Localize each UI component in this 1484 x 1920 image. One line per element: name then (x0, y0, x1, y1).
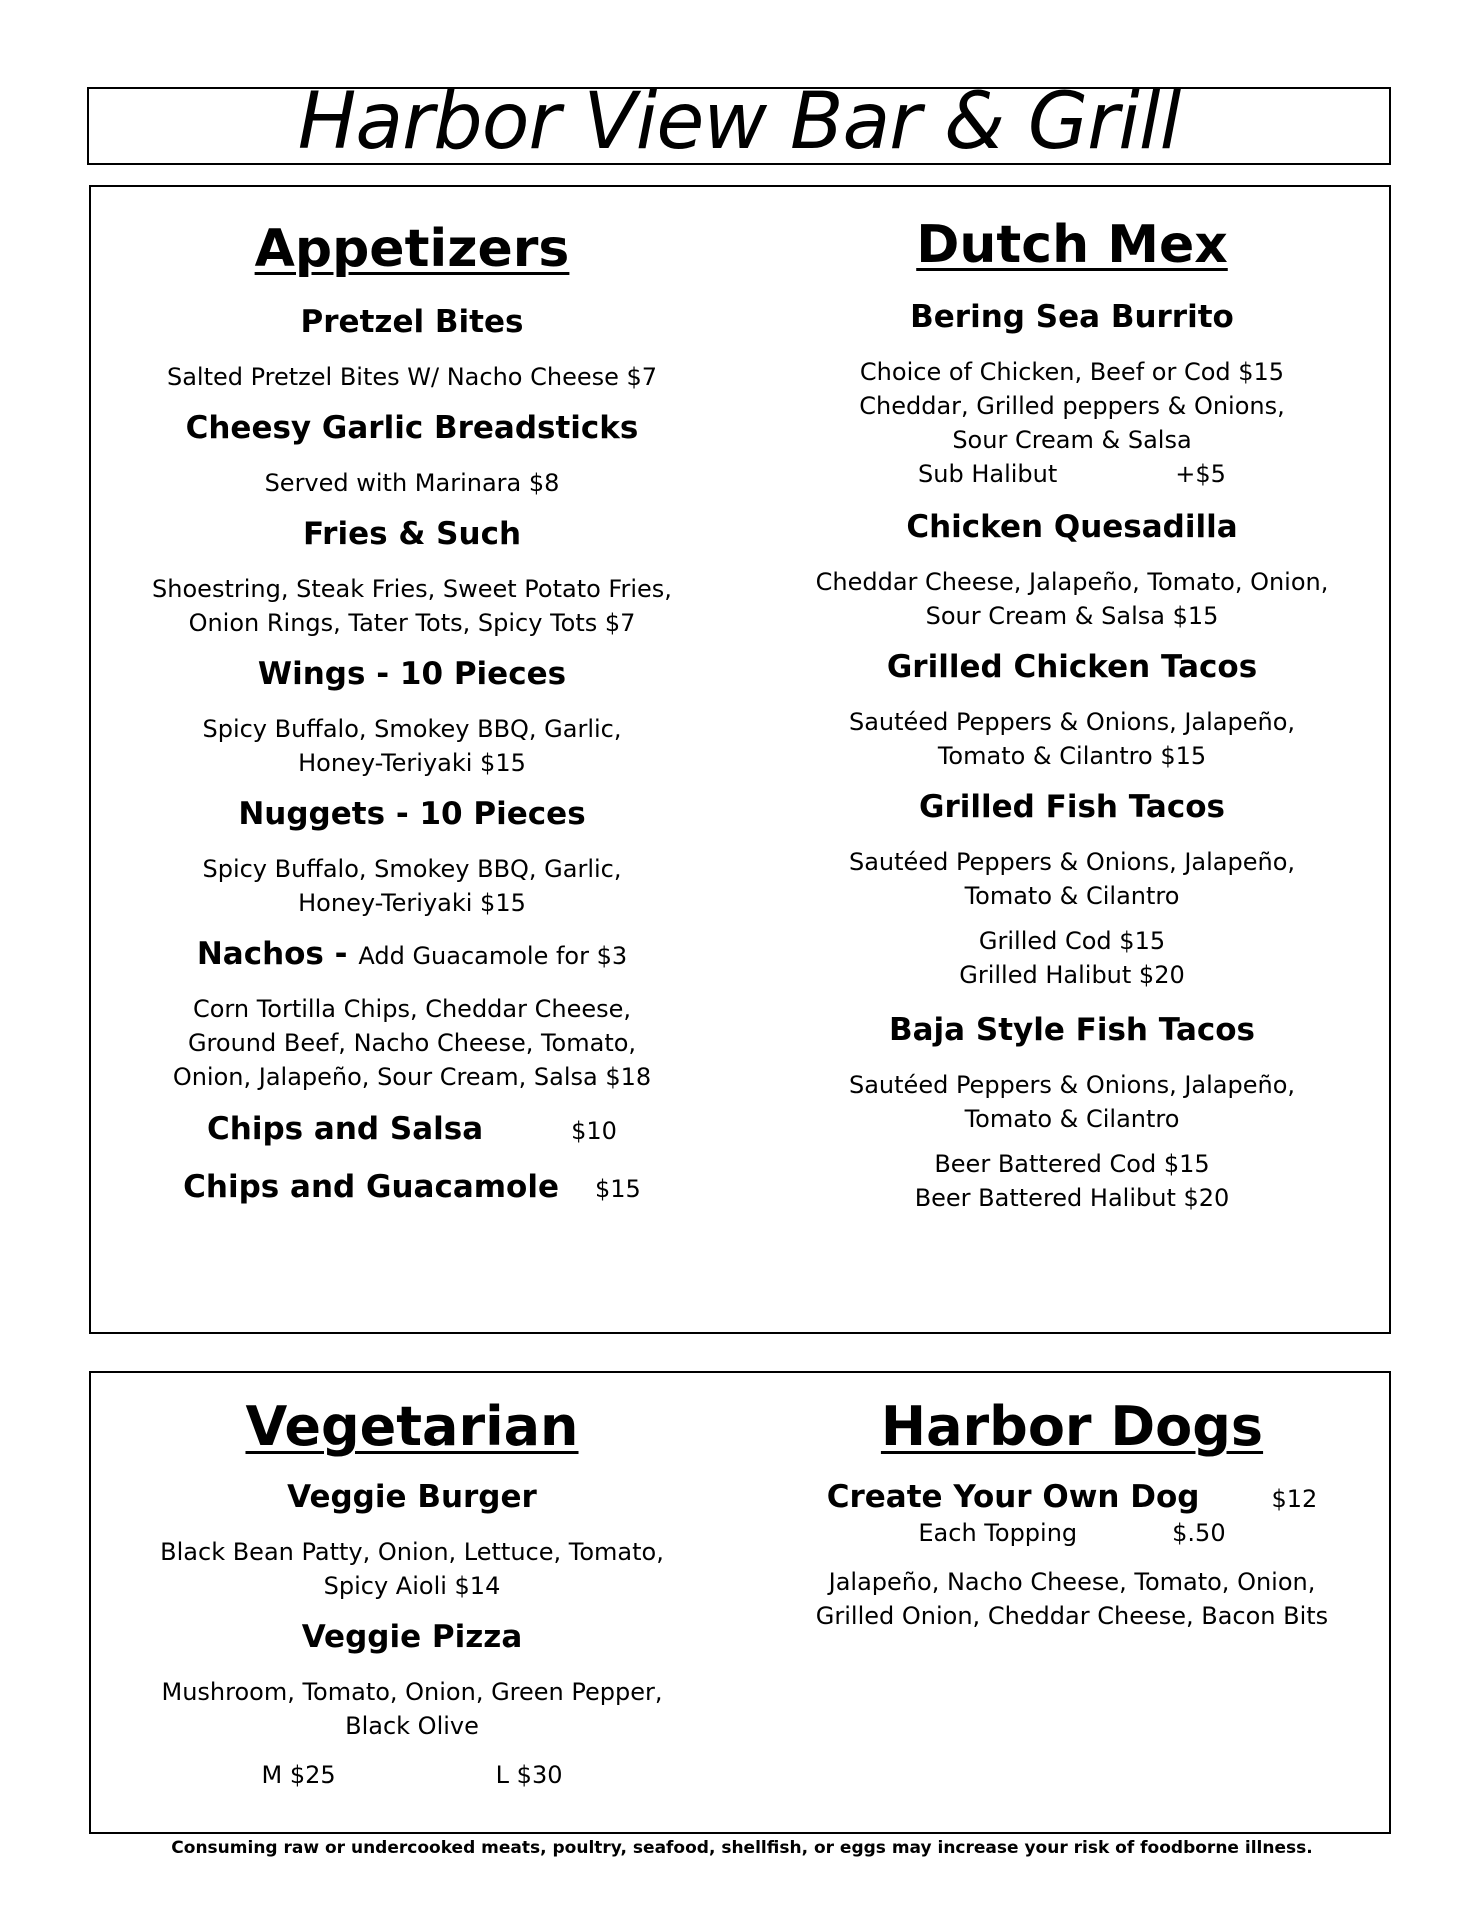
baja-tacos-prices: Beer Battered Cod $15 Beer Battered Halibut $20 (914, 1150, 1230, 1212)
topping-line (751, 1516, 1393, 1550)
pretzel-bites-desc: Salted Pretzel Bites W/ Nacho Cheese $7 (166, 363, 658, 391)
vegetarian-dogs-panel (89, 1371, 1391, 1834)
wings-desc: Spicy Buffalo, Smokey BBQ, Garlic, Honey-Teriyaki $15 (202, 715, 622, 777)
nuggets-desc: Spicy Buffalo, Smokey BBQ, Garlic, Honey-Teriyaki $15 (202, 855, 622, 917)
nachos-addon: Add Guacamole for $3 (358, 942, 628, 970)
chips-guac-line (91, 1169, 733, 1205)
veggie-pizza-large: L $30 (495, 1761, 563, 1789)
create-dog-line (751, 1479, 1393, 1515)
fries-name: Fries & Such (302, 516, 522, 552)
breadsticks-desc: Served with Marinara $8 (264, 469, 560, 497)
vegetarian-title: Vegetarian (245, 1395, 579, 1458)
burrito-name: Bering Sea Burrito (910, 299, 1234, 335)
title-box (87, 87, 1391, 165)
create-dog-price: $12 (1271, 1485, 1318, 1513)
topping-label: Each Topping (918, 1519, 1078, 1547)
baja-tacos-name: Baja Style Fish Tacos (889, 1012, 1255, 1048)
baja-tacos-desc: Sautéed Peppers & Onions, Jalapeño, Tomato & Cilantro (848, 1071, 1296, 1133)
harbor-dogs-title: Harbor Dogs (880, 1395, 1264, 1458)
burrito-sub-line (751, 457, 1393, 491)
veggie-pizza-medium: M $25 (261, 1761, 336, 1789)
topping-price: $.50 (1172, 1519, 1226, 1547)
disclaimer: Consuming raw or undercooked meats, poultry, seafood, shellfish, or eggs may increase your risk of foodborne illness. (171, 1838, 1313, 1858)
appetizers-title: Appetizers (254, 219, 570, 279)
restaurant-name: Harbor View Bar & Grill (297, 87, 1181, 165)
dog-toppings: Jalapeño, Nacho Cheese, Tomato, Onion, Grilled Onion, Cheddar Cheese, Bacon Bits (815, 1568, 1329, 1630)
chicken-tacos-name: Grilled Chicken Tacos (886, 649, 1258, 685)
veggie-burger-desc: Black Bean Patty, Onion, Lettuce, Tomato, Spicy Aioli $14 (160, 1538, 664, 1600)
burrito-desc: Choice of Chicken, Beef or Cod $15 Cheddar, Grilled peppers & Onions, Sour Cream & Salsa (859, 358, 1285, 454)
wings-name: Wings - 10 Pieces (257, 656, 567, 692)
pretzel-bites-name: Pretzel Bites (300, 304, 524, 340)
fries-desc: Shoestring, Steak Fries, Sweet Potato Fries, Onion Rings, Tater Tots, Spicy Tots $7 (152, 575, 672, 637)
nachos-desc: Corn Tortilla Chips, Cheddar Cheese, Ground Beef, Nacho Cheese, Tomato, Onion, Jalapeño, Sour Cream, Salsa $18 (172, 995, 652, 1091)
quesadilla-name: Chicken Quesadilla (906, 509, 1238, 545)
breadsticks-name: Cheesy Garlic Breadsticks (185, 410, 639, 446)
chips-salsa-price: $10 (571, 1117, 617, 1145)
dutch-mex-title: Dutch Mex (916, 215, 1228, 275)
create-dog-name: Create Your Own Dog (826, 1479, 1200, 1515)
fish-tacos-desc: Sautéed Peppers & Onions, Jalapeño, Tomato & Cilantro (848, 848, 1296, 910)
chicken-tacos-desc: Sautéed Peppers & Onions, Jalapeño, Tomato & Cilantro $15 (848, 708, 1296, 770)
quesadilla-desc: Cheddar Cheese, Jalapeño, Tomato, Onion, Sour Cream & Salsa $15 (815, 568, 1329, 630)
nachos-heading (91, 936, 733, 972)
chips-salsa-name: Chips and Salsa (207, 1111, 484, 1147)
veggie-pizza-desc: Mushroom, Tomato, Onion, Green Pepper, Black Olive (161, 1678, 663, 1740)
nuggets-name: Nuggets - 10 Pieces (238, 796, 586, 832)
veggie-pizza-sizes (91, 1758, 733, 1792)
chips-guac-price: $15 (595, 1175, 641, 1203)
veggie-pizza-name: Veggie Pizza (301, 1619, 523, 1655)
chips-salsa-line (91, 1111, 733, 1147)
fish-tacos-prices: Grilled Cod $15 Grilled Halibut $20 (959, 927, 1185, 989)
fish-tacos-name: Grilled Fish Tacos (919, 789, 1225, 825)
nachos-name: Nachos - (196, 936, 359, 972)
burrito-sub-price: +$5 (1175, 460, 1226, 488)
appetizers-dutchmex-panel (89, 185, 1391, 1334)
chips-guac-name: Chips and Guacamole (183, 1169, 560, 1205)
veggie-burger-name: Veggie Burger (287, 1479, 537, 1515)
burrito-sub-label: Sub Halibut (918, 460, 1058, 488)
